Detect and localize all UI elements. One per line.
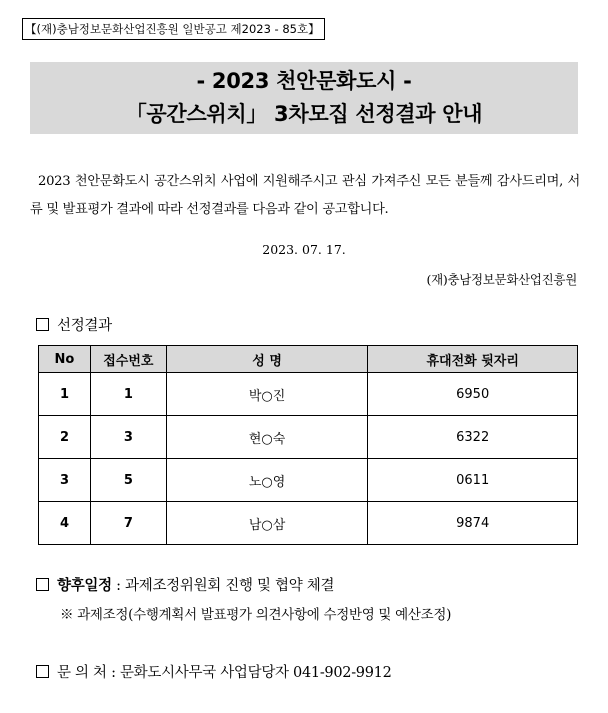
checkbox-icon: [36, 318, 49, 331]
title-banner: [30, 62, 578, 134]
cell-no: 2: [39, 416, 91, 459]
column-header-name: 성 명: [166, 346, 368, 373]
column-header-receipt: 접수번호: [90, 346, 166, 373]
title-line-1: - 2023 천안문화도시 -: [196, 69, 412, 93]
checkbox-icon: [36, 578, 49, 591]
intro-paragraph: 2023 천안문화도시 공간스위치 사업에 지원해주시고 관심 가져주신 모든 분들께 감사드리며, 서류 및 발표평가 결과에 따라 선정결과를 다음과 같이 공고합니다.: [30, 174, 580, 217]
table-row: [39, 502, 578, 545]
cell-phone: 6322: [368, 416, 578, 459]
table-row: [39, 373, 578, 416]
selection-heading: [36, 314, 112, 335]
column-header-phone: 휴대전화 뒷자리: [368, 346, 578, 373]
cell-receipt: 5: [90, 459, 166, 502]
cell-name: 현○숙: [166, 416, 368, 459]
cell-receipt: 3: [90, 416, 166, 459]
organization-name: (재)충남정보문화산업진흥원: [426, 272, 577, 287]
schedule-label: 향후일정: [57, 577, 112, 594]
cell-no: 4: [39, 502, 91, 545]
schedule-line: [36, 574, 334, 595]
title-line-2: 「공간스위치」 3차모집 선정결과 안내: [125, 102, 483, 126]
selection-table: [38, 345, 578, 545]
cell-receipt: 1: [90, 373, 166, 416]
cell-name: 남○삼: [166, 502, 368, 545]
announcement-date: 2023. 07. 17.: [262, 242, 346, 257]
table-header-row: [39, 346, 578, 373]
contact-value: : 문화도시사무국 사업담당자 041-902-9912: [111, 665, 392, 681]
contact-label: 문 의 처: [57, 665, 107, 681]
cell-phone: 0611: [368, 459, 578, 502]
cell-no: 3: [39, 459, 91, 502]
column-header-no: No: [39, 346, 91, 373]
cell-phone: 9874: [368, 502, 578, 545]
table-row: [39, 459, 578, 502]
table-row: [39, 416, 578, 459]
contact-line: [36, 661, 392, 682]
cell-receipt: 7: [90, 502, 166, 545]
schedule-value: : 과제조정위원회 진행 및 협약 체결: [116, 578, 335, 594]
checkbox-icon: [36, 665, 49, 678]
schedule-note: ※ 과제조정(수행계획서 발표평가 의견사항에 수정반영 및 예산조정): [60, 607, 452, 623]
notice-number: 【(재)충남정보문화산업진흥원 일반공고 제2023 - 85호】: [22, 18, 325, 40]
cell-phone: 6950: [368, 373, 578, 416]
cell-name: 박○진: [166, 373, 368, 416]
selection-heading-label: 선정결과: [57, 318, 112, 334]
cell-name: 노○영: [166, 459, 368, 502]
cell-no: 1: [39, 373, 91, 416]
